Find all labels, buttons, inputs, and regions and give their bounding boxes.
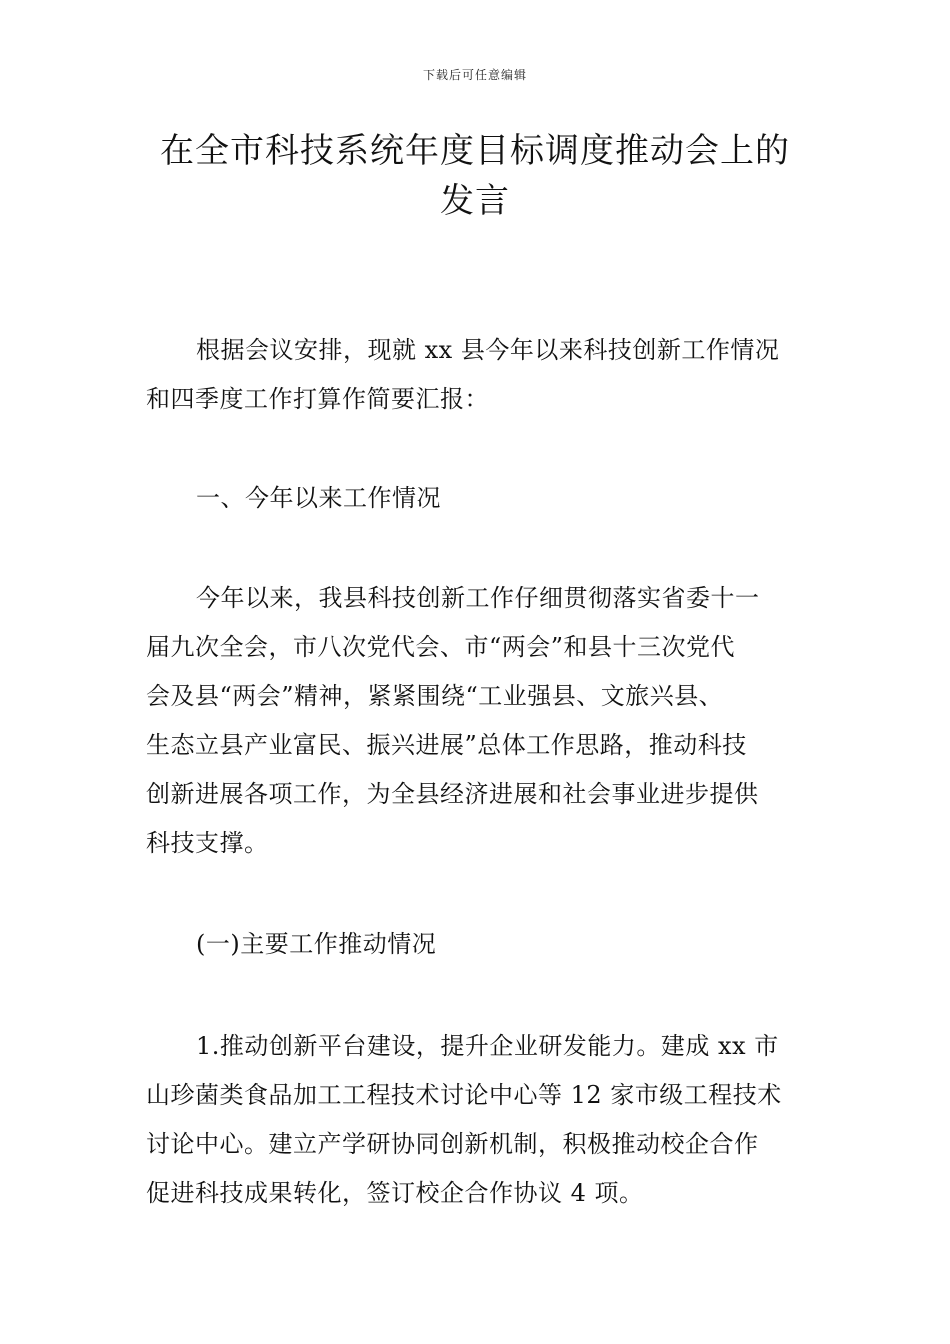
paragraph-line: 促进科技成果转化，签订校企合作协议 4 项。: [146, 1179, 644, 1207]
subsection-heading: [146, 920, 806, 969]
paragraph-line: 届九次全会，市八次党代会、市“两会”和县十三次党代: [146, 633, 736, 661]
item1-paragraph: [146, 1022, 806, 1218]
paragraph-line: 讨论中心。建立产学研协同创新机制，积极推动校企合作: [146, 1130, 759, 1158]
paragraph-line: 1.推动创新平台建设，提升企业研发能力。建成 xx 市: [196, 1032, 779, 1060]
paragraph-line: 生态立县产业富民、振兴进展”总体工作思路，推动科技: [146, 731, 747, 759]
paragraph-line: 根据会议安排，现就 xx 县今年以来科技创新工作情况: [196, 336, 780, 364]
section-heading-text: 一、今年以来工作情况: [196, 484, 441, 512]
paragraph-line: 今年以来，我县科技创新工作仔细贯彻落实省委十一: [196, 584, 760, 612]
section1-paragraph: [146, 574, 806, 868]
title-line: 发言: [440, 181, 510, 221]
subsection-heading-text: (一)主要工作推动情况: [196, 930, 437, 958]
document-title: [130, 126, 820, 226]
section-heading: [146, 474, 806, 523]
paragraph-line: 会及县“两会”精神，紧紧围绕“工业强县、文旅兴县、: [146, 682, 724, 710]
paragraph-line: 科技支撑。: [146, 829, 269, 857]
download-note: 下载后可任意编辑: [422, 68, 527, 82]
title-line: 在全市科技系统年度目标调度推动会上的: [160, 131, 790, 171]
intro-paragraph: [146, 326, 806, 424]
paragraph-line: 和四季度工作打算作简要汇报：: [146, 385, 489, 413]
paragraph-line: 创新进展各项工作，为全县经济进展和社会事业进步提供: [146, 780, 759, 808]
paragraph-line: 山珍菌类食品加工工程技术讨论中心等 12 家市级工程技术: [146, 1081, 782, 1109]
